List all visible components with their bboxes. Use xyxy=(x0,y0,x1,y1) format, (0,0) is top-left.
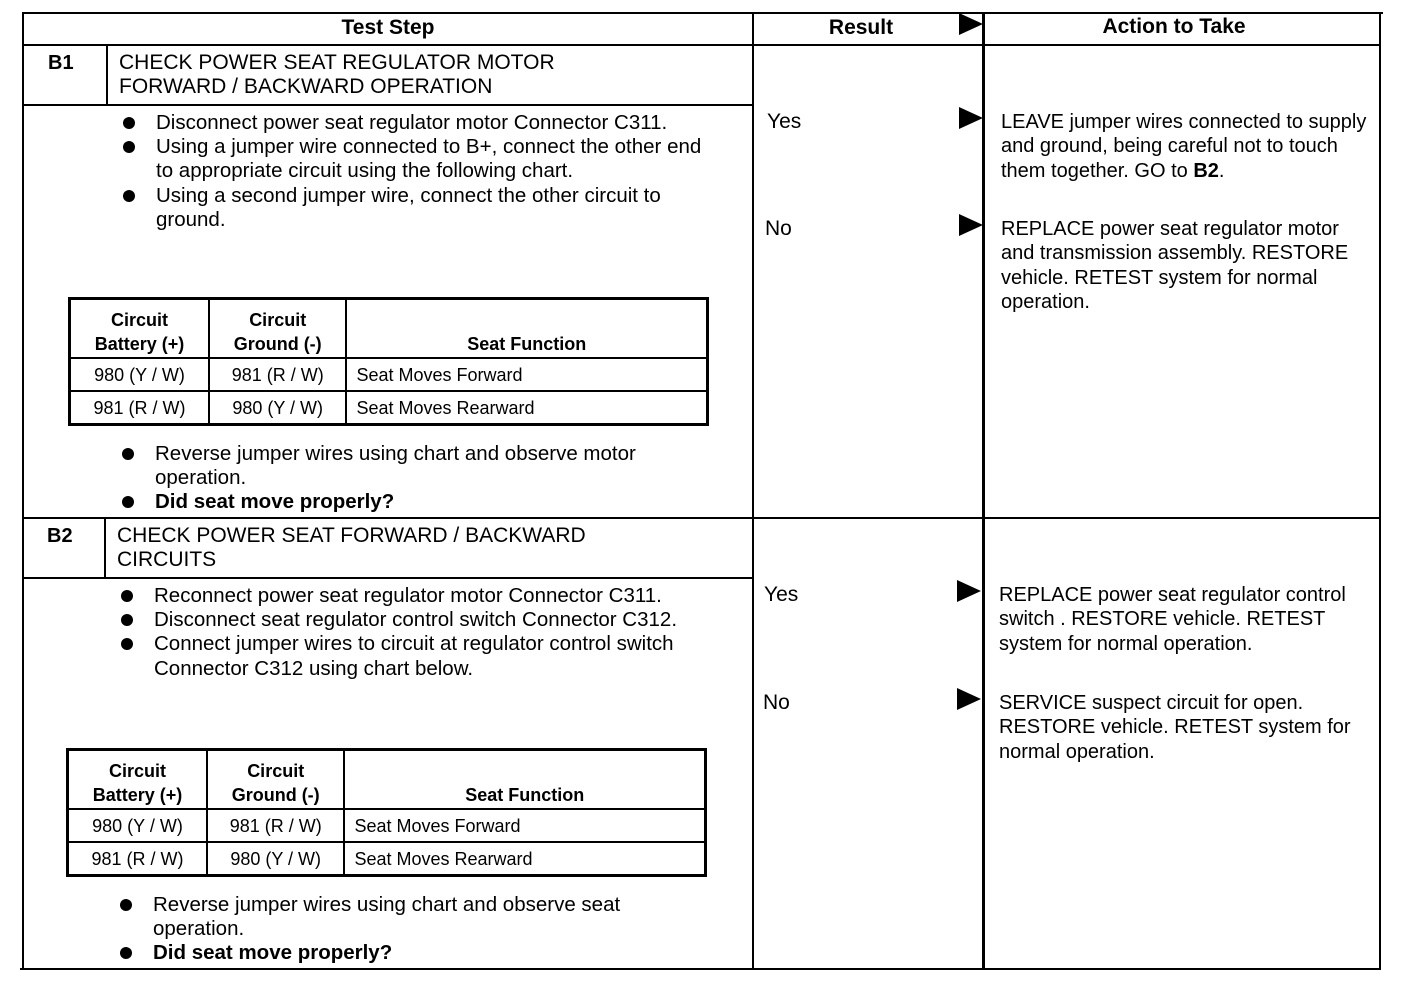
action-no: REPLACE power seat regulator motor and transmission assembly. RESTORE vehicle. RETEST system for normal operation. xyxy=(1001,218,1349,313)
b2-id-rule xyxy=(104,518,106,578)
header-line: Battery (+) xyxy=(92,785,183,805)
divider-action xyxy=(982,12,985,970)
instruction-item: Disconnect seat regulator control switch Connector C312. xyxy=(118,608,718,632)
instruction-item: Disconnect power seat regulator motor Connector C311. xyxy=(120,111,720,135)
table-row xyxy=(68,809,706,842)
frame-right xyxy=(1379,12,1381,970)
function-cell: Seat Moves Forward xyxy=(344,809,705,842)
divider-result xyxy=(752,12,754,970)
instruction-item: Reconnect power seat regulator motor Connector C311. xyxy=(118,584,718,608)
ground-cell: 980 (Y / W) xyxy=(207,842,344,876)
step-title-line: CHECK POWER SEAT REGULATOR MOTOR xyxy=(119,51,555,74)
circuit-chart xyxy=(66,748,707,877)
step-followup xyxy=(119,442,679,515)
table-row xyxy=(70,358,708,391)
result-arrow-icon xyxy=(959,107,983,129)
result-arrow-icon xyxy=(957,580,981,602)
chart-header-row xyxy=(70,299,708,359)
battery-cell: 981 (R / W) xyxy=(68,842,207,876)
instruction-item: Reverse jumper wires using chart and observe seat operation. xyxy=(117,893,717,941)
header-arrow-icon xyxy=(959,13,983,35)
header-test-step: Test Step xyxy=(341,16,435,39)
step-instructions xyxy=(118,584,718,681)
step-rule xyxy=(22,517,1381,519)
header-rule xyxy=(22,44,1381,46)
ground-column-header xyxy=(207,750,344,810)
b1-id-rule xyxy=(106,45,108,105)
action-text-end: . xyxy=(1218,159,1225,182)
ground-cell: 980 (Y / W) xyxy=(209,391,346,425)
battery-column-header xyxy=(70,299,209,359)
step-question: Did seat move properly? xyxy=(117,941,717,965)
table-row xyxy=(70,391,708,425)
step-title xyxy=(117,524,586,572)
step-title-line: CHECK POWER SEAT FORWARD / BACKWARD xyxy=(117,524,586,547)
b1-title-rule xyxy=(22,104,753,106)
ground-cell: 981 (R / W) xyxy=(209,358,346,391)
step-id: B2 xyxy=(47,525,73,547)
header-line: Ground (-) xyxy=(233,334,322,354)
result-arrow-icon xyxy=(957,688,981,710)
result-yes: Yes xyxy=(767,110,802,133)
ground-cell: 981 (R / W) xyxy=(207,809,344,842)
function-column-header: Seat Function xyxy=(346,299,707,359)
battery-cell: 981 (R / W) xyxy=(70,391,209,425)
instruction-item: Connect jumper wires to circuit at regulator control switch Connector C312 using chart below. xyxy=(118,632,718,680)
action-no: SERVICE suspect circuit for open. RESTORE vehicle. RETEST system for normal operation. xyxy=(999,692,1351,763)
function-cell: Seat Moves Rearward xyxy=(344,842,705,876)
step-title-line: FORWARD / BACKWARD OPERATION xyxy=(119,75,493,98)
frame-bottom xyxy=(20,968,1379,970)
step-title xyxy=(119,51,555,99)
function-cell: Seat Moves Forward xyxy=(346,358,707,391)
battery-cell: 980 (Y / W) xyxy=(68,809,207,842)
function-column-header: Seat Function xyxy=(344,750,705,810)
header-line: Circuit xyxy=(110,310,168,330)
step-question: Did seat move properly? xyxy=(119,490,679,514)
battery-cell: 980 (Y / W) xyxy=(70,358,209,391)
result-arrow-icon xyxy=(959,214,983,236)
header-action: Action to Take xyxy=(1102,15,1246,38)
step-instructions xyxy=(120,111,720,232)
action-text: LEAVE jumper wires connected to supply and ground, being careful not to touch them together. GO to xyxy=(1001,111,1367,182)
ground-column-header xyxy=(209,299,346,359)
frame-top xyxy=(24,12,1383,14)
header-line: Battery (+) xyxy=(94,334,185,354)
step-reference: B2 xyxy=(1193,159,1219,182)
circuit-chart xyxy=(68,297,709,426)
table-row xyxy=(68,842,706,876)
header-line: Circuit xyxy=(247,761,305,781)
battery-column-header xyxy=(68,750,207,810)
step-id: B1 xyxy=(48,52,74,74)
instruction-item: Using a second jumper wire, connect the other circuit to ground. xyxy=(120,184,720,232)
step-followup xyxy=(117,893,717,966)
action-yes xyxy=(1001,110,1373,183)
instruction-item: Using a jumper wire connected to B+, connect the other end to appropriate circuit using the following chart. xyxy=(120,135,720,183)
frame-left xyxy=(22,12,24,970)
header-result: Result xyxy=(828,16,894,39)
header-line: Circuit xyxy=(108,761,166,781)
result-no: No xyxy=(763,691,790,714)
action-yes: REPLACE power seat regulator control switch . RESTORE vehicle. RETEST system for normal operation. xyxy=(999,584,1346,655)
b2-title-rule xyxy=(22,577,753,579)
step-title-line: CIRCUITS xyxy=(117,548,217,571)
result-yes: Yes xyxy=(764,583,799,606)
result-no: No xyxy=(765,217,792,240)
chart-header-row xyxy=(68,750,706,810)
header-line: Ground (-) xyxy=(231,785,320,805)
function-cell: Seat Moves Rearward xyxy=(346,391,707,425)
header-line: Circuit xyxy=(249,310,307,330)
instruction-item: Reverse jumper wires using chart and observe motor operation. xyxy=(119,442,679,490)
